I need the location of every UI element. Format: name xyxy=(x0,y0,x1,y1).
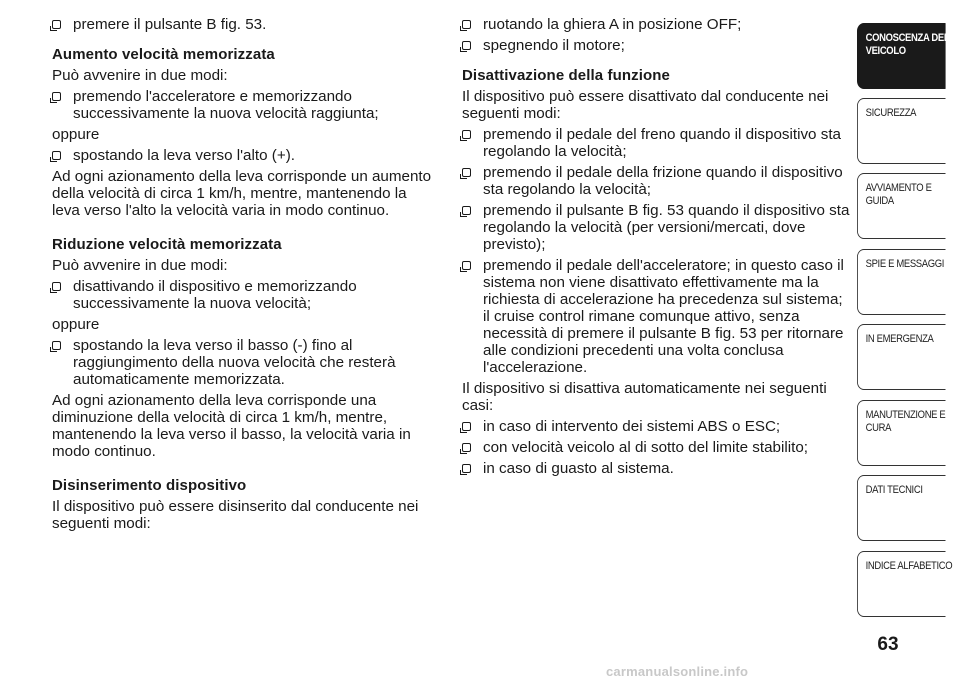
tab-spie-e-messaggi[interactable] xyxy=(857,249,946,315)
paragraph: Il dispositivo può essere disinserito dal conducente nei seguenti modi: xyxy=(52,498,419,532)
bullet-text: spostando la leva verso l'alto (+). xyxy=(73,147,295,164)
list-item xyxy=(52,88,436,122)
page-number: 63 xyxy=(877,634,899,655)
tab-avviamento-e-guida[interactable] xyxy=(857,173,946,239)
list-item xyxy=(462,418,852,435)
paragraph: oppure xyxy=(52,126,100,143)
tab-label: AVVIAMENTO E GUIDA xyxy=(865,182,932,207)
tab-label: INDICE ALFABETICO xyxy=(865,560,953,572)
bullet-text: premere il pulsante B fig. 53. xyxy=(73,16,267,33)
tab-label: CONOSCENZA DEL VEICOLO xyxy=(865,32,950,57)
paragraph: Può avvenire in due modi: xyxy=(52,257,228,274)
section-heading: Aumento velocità memorizzata xyxy=(52,46,275,63)
right-column xyxy=(462,16,852,477)
bullet-text: premendo il pedale dell'acceleratore; in questo caso il sistema non viene disattivato effettivamente ma la richiesta di accelerazione ha precedenza sul sistema; il cruise control rimane comunque attivo, senza necessità di premere il pulsante B fig. 53 per ritornare alle condizioni precedenti una volta conclusa l'accelerazione. xyxy=(483,257,844,376)
checkbox-bullet-icon xyxy=(462,261,471,270)
checkbox-bullet-icon xyxy=(52,151,61,160)
bullet-text: con velocità veicolo al di sotto del limite stabilito; xyxy=(483,439,809,456)
paragraph: Può avvenire in due modi: xyxy=(52,67,228,84)
checkbox-bullet-icon xyxy=(52,341,61,350)
bullet-text: disattivando il dispositivo e memorizzando successivamente la nuova velocità; xyxy=(73,278,357,312)
tab-label: SICUREZZA xyxy=(865,107,917,119)
tab-label: DATI TECNICI xyxy=(865,484,923,496)
bullet-text: premendo il pedale della frizione quando il dispositivo sta regolando la velocità; xyxy=(483,164,843,198)
tab-label: MANUTENZIONE E CURA xyxy=(865,409,946,434)
checkbox-bullet-icon xyxy=(462,41,471,50)
list-item xyxy=(52,337,436,388)
paragraph: oppure xyxy=(52,316,100,333)
paragraph: Il dispositivo può essere disattivato dal conducente nei seguenti modi: xyxy=(462,88,829,122)
tab-label: SPIE E MESSAGGI xyxy=(865,258,945,270)
checkbox-bullet-icon xyxy=(52,20,61,29)
tab-sicurezza[interactable] xyxy=(857,98,946,164)
list-item xyxy=(462,257,852,376)
tab-label: IN EMERGENZA xyxy=(865,333,934,345)
checkbox-bullet-icon xyxy=(52,92,61,101)
list-item xyxy=(462,202,852,253)
checkbox-bullet-icon xyxy=(52,282,61,291)
list-item xyxy=(462,460,852,477)
list-item xyxy=(52,16,436,33)
checkbox-bullet-icon xyxy=(462,130,471,139)
paragraph: Il dispositivo si disattiva automaticamente nei seguenti casi: xyxy=(462,380,827,414)
bullet-text: premendo il pulsante B fig. 53 quando il dispositivo sta regolando la velocità (per versioni/mercati, dove previsto); xyxy=(483,202,850,253)
checkbox-bullet-icon xyxy=(462,206,471,215)
tab-dati-tecnici[interactable] xyxy=(857,475,946,541)
tab-indice-alfabetico[interactable] xyxy=(857,551,953,617)
chapter-tabs xyxy=(857,0,960,678)
tab-manutenzione-e-cura[interactable] xyxy=(857,400,946,466)
tab-conoscenza-del-veicolo[interactable] xyxy=(857,23,950,89)
paragraph: Ad ogni azionamento della leva corrisponde un aumento della velocità di circa 1 km/h, mentre, mantenendo la leva verso l'alto la velocità varia in modo continuo. xyxy=(52,168,432,219)
bullet-text: premendo l'acceleratore e memorizzando successivamente la nuova velocità raggiunta; xyxy=(73,88,379,122)
list-item xyxy=(52,147,436,164)
bullet-text: ruotando la ghiera A in posizione OFF; xyxy=(483,16,742,33)
paragraph: Ad ogni azionamento della leva corrisponde una diminuzione della velocità di circa 1 km/h, mentre, mantenendo la leva verso il basso, la velocità varia in modo continuo. xyxy=(52,392,411,460)
checkbox-bullet-icon xyxy=(462,422,471,431)
checkbox-bullet-icon xyxy=(462,20,471,29)
list-item xyxy=(462,37,852,54)
checkbox-bullet-icon xyxy=(462,168,471,177)
list-item xyxy=(462,439,852,456)
list-item xyxy=(462,164,852,198)
list-item xyxy=(462,16,852,33)
list-item xyxy=(52,278,436,312)
tab-in-emergenza[interactable] xyxy=(857,324,946,390)
watermark: carmanualsonline.info xyxy=(606,664,749,679)
bullet-text: spegnendo il motore; xyxy=(483,37,625,54)
bullet-text: in caso di guasto al sistema. xyxy=(483,460,674,477)
section-heading: Riduzione velocità memorizzata xyxy=(52,236,282,253)
bullet-text: spostando la leva verso il basso (-) fino al raggiungimento della nuova velocità che resterà automaticamente memorizzata. xyxy=(73,337,396,388)
left-column xyxy=(52,16,436,532)
checkbox-bullet-icon xyxy=(462,443,471,452)
section-heading: Disinserimento dispositivo xyxy=(52,477,247,494)
list-item xyxy=(462,126,852,160)
checkbox-bullet-icon xyxy=(462,464,471,473)
bullet-text: premendo il pedale del freno quando il dispositivo sta regolando la velocità; xyxy=(483,126,841,160)
bullet-text: in caso di intervento dei sistemi ABS o ESC; xyxy=(483,418,781,435)
section-heading: Disattivazione della funzione xyxy=(462,67,670,84)
